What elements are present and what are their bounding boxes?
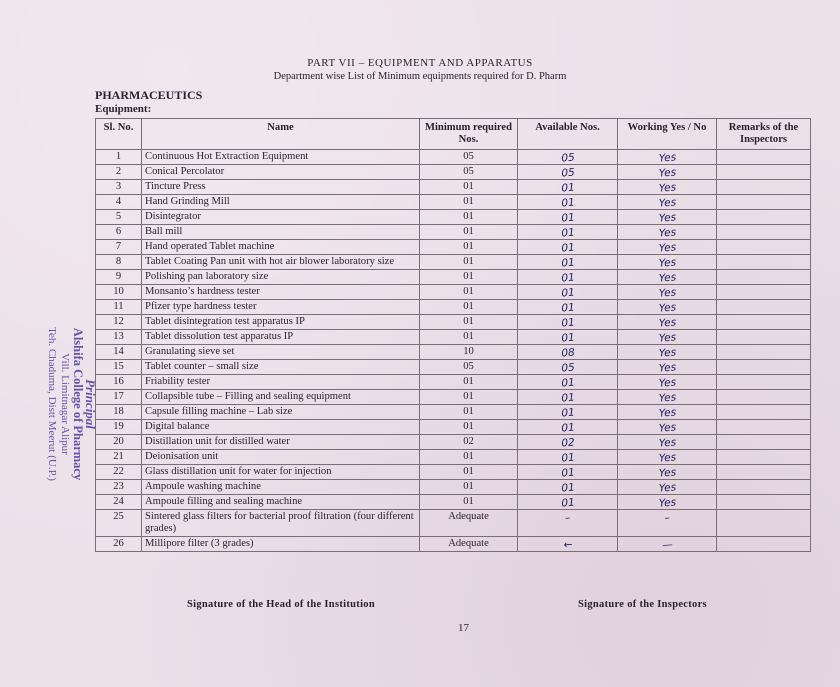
cell-available-nos: 01: [517, 311, 618, 333]
column-header-name: Name: [142, 119, 420, 150]
cell-name: Ampoule washing machine: [142, 480, 420, 495]
cell-working-status: —: [617, 533, 717, 555]
cell-sl-no: 7: [96, 240, 142, 255]
cell-minimum-required: 01: [420, 315, 518, 330]
cell-working-status: Yes: [617, 296, 717, 318]
cell-minimum-required: Adequate: [420, 510, 518, 537]
cell-name: Glass distillation unit for water for injection: [142, 465, 420, 480]
cell-remarks: [717, 300, 811, 315]
cell-name: Monsanto’s hardness tester: [142, 285, 420, 300]
cell-name: Tincture Press: [142, 180, 420, 195]
cell-name: Distillation unit for distilled water: [142, 435, 420, 450]
cell-available-nos: ←: [517, 533, 618, 555]
cell-minimum-required: 01: [420, 210, 518, 225]
cell-available-nos: 01: [517, 281, 618, 303]
cell-minimum-required: 02: [420, 435, 518, 450]
cell-name: Disintegrator: [142, 210, 420, 225]
cell-remarks: [717, 435, 811, 450]
cell-available-nos: 01: [517, 266, 618, 288]
cell-sl-no: 12: [96, 315, 142, 330]
cell-available-nos: 01: [517, 176, 618, 198]
cell-sl-no: 14: [96, 345, 142, 360]
cell-name: Pfizer type hardness tester: [142, 300, 420, 315]
cell-sl-no: 13: [96, 330, 142, 345]
cell-working-status: Yes: [617, 311, 717, 333]
principal-stamp: [45, 309, 97, 499]
cell-name: Granulating sieve set: [142, 345, 420, 360]
cell-available-nos: 01: [517, 236, 618, 258]
cell-working-status: Yes: [617, 326, 717, 348]
cell-available-nos: 05: [517, 356, 618, 378]
cell-available-nos: 01: [517, 476, 618, 498]
cell-sl-no: 2: [96, 165, 142, 180]
cell-sl-no: 22: [96, 465, 142, 480]
cell-name: Deionisation unit: [142, 450, 420, 465]
cell-working-status: Yes: [617, 191, 717, 213]
table-row: [96, 510, 811, 537]
cell-working-status: Yes: [617, 281, 717, 303]
cell-available-nos: 01: [517, 206, 618, 228]
cell-working-status: –: [617, 506, 718, 540]
cell-remarks: [717, 480, 811, 495]
cell-working-status: Yes: [617, 176, 717, 198]
stamp-line-college: Alshifa College of Pharmacy: [71, 327, 85, 481]
cell-minimum-required: 01: [420, 390, 518, 405]
cell-available-nos: 01: [517, 386, 618, 408]
cell-minimum-required: 01: [420, 270, 518, 285]
cell-available-nos: –: [517, 506, 619, 540]
cell-name: Tablet Coating Pan unit with hot air blower laboratory size: [142, 255, 420, 270]
cell-sl-no: 20: [96, 435, 142, 450]
cell-working-status: Yes: [617, 401, 717, 423]
cell-working-status: Yes: [617, 146, 717, 168]
cell-working-status: Yes: [617, 221, 717, 243]
cell-available-nos: 01: [517, 446, 618, 468]
cell-sl-no: 3: [96, 180, 142, 195]
cell-sl-no: 9: [96, 270, 142, 285]
cell-working-status: Yes: [617, 266, 717, 288]
cell-name: Tablet dissolution test apparatus IP: [142, 330, 420, 345]
cell-name: Collapsible tube – Filling and sealing equipment: [142, 390, 420, 405]
cell-remarks: [717, 210, 811, 225]
cell-available-nos: 01: [517, 401, 618, 423]
cell-sl-no: 23: [96, 480, 142, 495]
cell-working-status: Yes: [617, 446, 717, 468]
cell-name: Digital balance: [142, 420, 420, 435]
column-header-minimum: Minimum required Nos.: [420, 119, 518, 150]
column-header-working: Working Yes / No: [618, 119, 717, 150]
cell-name: Millipore filter (3 grades): [142, 537, 420, 552]
cell-name: Hand operated Tablet machine: [142, 240, 420, 255]
cell-available-nos: 01: [517, 491, 618, 513]
cell-remarks: [717, 360, 811, 375]
cell-working-status: Yes: [617, 461, 717, 483]
cell-remarks: [717, 180, 811, 195]
cell-remarks: [717, 510, 811, 537]
cell-available-nos: 01: [517, 416, 618, 438]
cell-remarks: [717, 270, 811, 285]
cell-working-status: Yes: [617, 206, 717, 228]
stamp-line-principal: Principal: [83, 379, 98, 429]
cell-sl-no: 17: [96, 390, 142, 405]
cell-working-status: Yes: [617, 251, 717, 273]
cell-name: Tablet counter – small size: [142, 360, 420, 375]
subsection-heading: Equipment:: [95, 103, 152, 115]
cell-remarks: [717, 537, 811, 552]
cell-sl-no: 10: [96, 285, 142, 300]
cell-remarks: [717, 315, 811, 330]
cell-working-status: Yes: [617, 491, 717, 513]
cell-minimum-required: 01: [420, 180, 518, 195]
cell-remarks: [717, 345, 811, 360]
cell-available-nos: 01: [517, 296, 618, 318]
cell-minimum-required: 01: [420, 420, 518, 435]
cell-remarks: [717, 465, 811, 480]
cell-working-status: Yes: [617, 371, 717, 393]
cell-sl-no: 18: [96, 405, 142, 420]
section-heading: PHARMACEUTICS: [95, 88, 203, 102]
cell-available-nos: 01: [517, 461, 618, 483]
cell-sl-no: 1: [96, 150, 142, 165]
cell-remarks: [717, 225, 811, 240]
document-title: PART VII – EQUIPMENT AND APPARATUS: [307, 57, 533, 69]
cell-sl-no: 21: [96, 450, 142, 465]
cell-available-nos: 05: [517, 161, 618, 183]
cell-remarks: [717, 450, 811, 465]
cell-remarks: [717, 165, 811, 180]
signature-head-label: Signature of the Head of the Institution: [187, 599, 375, 610]
cell-available-nos: 01: [517, 251, 618, 273]
document-subtitle: Department wise List of Minimum equipments required for D. Pharm: [273, 71, 567, 82]
column-header-available: Available Nos.: [518, 119, 618, 150]
cell-working-status: Yes: [617, 431, 717, 453]
column-header-remarks: Remarks of the Inspectors: [717, 119, 811, 150]
cell-sl-no: 15: [96, 360, 142, 375]
cell-remarks: [717, 405, 811, 420]
cell-working-status: Yes: [617, 161, 717, 183]
signature-inspectors-label: Signature of the Inspectors: [578, 599, 707, 610]
cell-name: Tablet disintegration test apparatus IP: [142, 315, 420, 330]
cell-remarks: [717, 255, 811, 270]
cell-name: Ball mill: [142, 225, 420, 240]
cell-name: Friability tester: [142, 375, 420, 390]
cell-working-status: Yes: [617, 341, 717, 363]
cell-sl-no: 8: [96, 255, 142, 270]
stamp-line-village: Vill. Limitnagar Alipur: [59, 353, 71, 455]
cell-remarks: [717, 420, 811, 435]
cell-remarks: [717, 195, 811, 210]
cell-minimum-required: 01: [420, 330, 518, 345]
cell-available-nos: 02: [517, 431, 618, 453]
page-number: 17: [458, 622, 469, 634]
cell-name: Conical Percolator: [142, 165, 420, 180]
cell-remarks: [717, 375, 811, 390]
cell-working-status: Yes: [617, 386, 717, 408]
cell-sl-no: 5: [96, 210, 142, 225]
cell-sl-no: 26: [96, 537, 142, 552]
cell-name: Polishing pan laboratory size: [142, 270, 420, 285]
table-header-row: [96, 119, 811, 150]
cell-sl-no: 6: [96, 225, 142, 240]
table-row: [96, 537, 811, 552]
cell-working-status: Yes: [617, 416, 717, 438]
cell-sl-no: 16: [96, 375, 142, 390]
cell-available-nos: 01: [517, 191, 618, 213]
cell-name: Continuous Hot Extraction Equipment: [142, 150, 420, 165]
cell-minimum-required: 01: [420, 285, 518, 300]
cell-available-nos: 01: [517, 326, 618, 348]
cell-minimum-required: 01: [420, 480, 518, 495]
cell-minimum-required: 01: [420, 300, 518, 315]
cell-available-nos: 08: [517, 341, 618, 363]
cell-minimum-required: 05: [420, 150, 518, 165]
cell-name: Capsule filling machine – Lab size: [142, 405, 420, 420]
cell-minimum-required: 01: [420, 240, 518, 255]
cell-name: Ampoule filling and sealing machine: [142, 495, 420, 510]
equipment-table: [95, 118, 811, 552]
cell-minimum-required: 01: [420, 495, 518, 510]
cell-minimum-required: 01: [420, 255, 518, 270]
cell-remarks: [717, 390, 811, 405]
cell-sl-no: 24: [96, 495, 142, 510]
cell-available-nos: 01: [517, 371, 618, 393]
cell-minimum-required: 01: [420, 465, 518, 480]
cell-name: Hand Grinding Mill: [142, 195, 420, 210]
cell-minimum-required: 01: [420, 225, 518, 240]
cell-available-nos: 05: [517, 146, 618, 168]
cell-sl-no: 19: [96, 420, 142, 435]
cell-sl-no: 11: [96, 300, 142, 315]
stamp-line-district: Teh. Chaduma, Distt Meerut (U.P.): [46, 327, 58, 481]
cell-working-status: Yes: [617, 236, 717, 258]
cell-remarks: [717, 285, 811, 300]
cell-remarks: [717, 495, 811, 510]
cell-sl-no: 25: [96, 510, 142, 537]
equipment-table-body: [96, 150, 811, 552]
cell-remarks: [717, 330, 811, 345]
cell-minimum-required: 01: [420, 405, 518, 420]
cell-name: Sintered glass filters for bacterial proof filtration (four different grades): [142, 510, 420, 537]
cell-available-nos: 01: [517, 221, 618, 243]
cell-working-status: Yes: [617, 476, 717, 498]
cell-minimum-required: 05: [420, 165, 518, 180]
cell-remarks: [717, 150, 811, 165]
cell-minimum-required: 05: [420, 360, 518, 375]
cell-minimum-required: Adequate: [420, 537, 518, 552]
cell-minimum-required: 01: [420, 375, 518, 390]
cell-remarks: [717, 240, 811, 255]
cell-minimum-required: 10: [420, 345, 518, 360]
cell-sl-no: 4: [96, 195, 142, 210]
cell-minimum-required: 01: [420, 195, 518, 210]
column-header-sl-no: Sl. No.: [96, 119, 142, 150]
cell-working-status: Yes: [617, 356, 717, 378]
cell-minimum-required: 01: [420, 450, 518, 465]
